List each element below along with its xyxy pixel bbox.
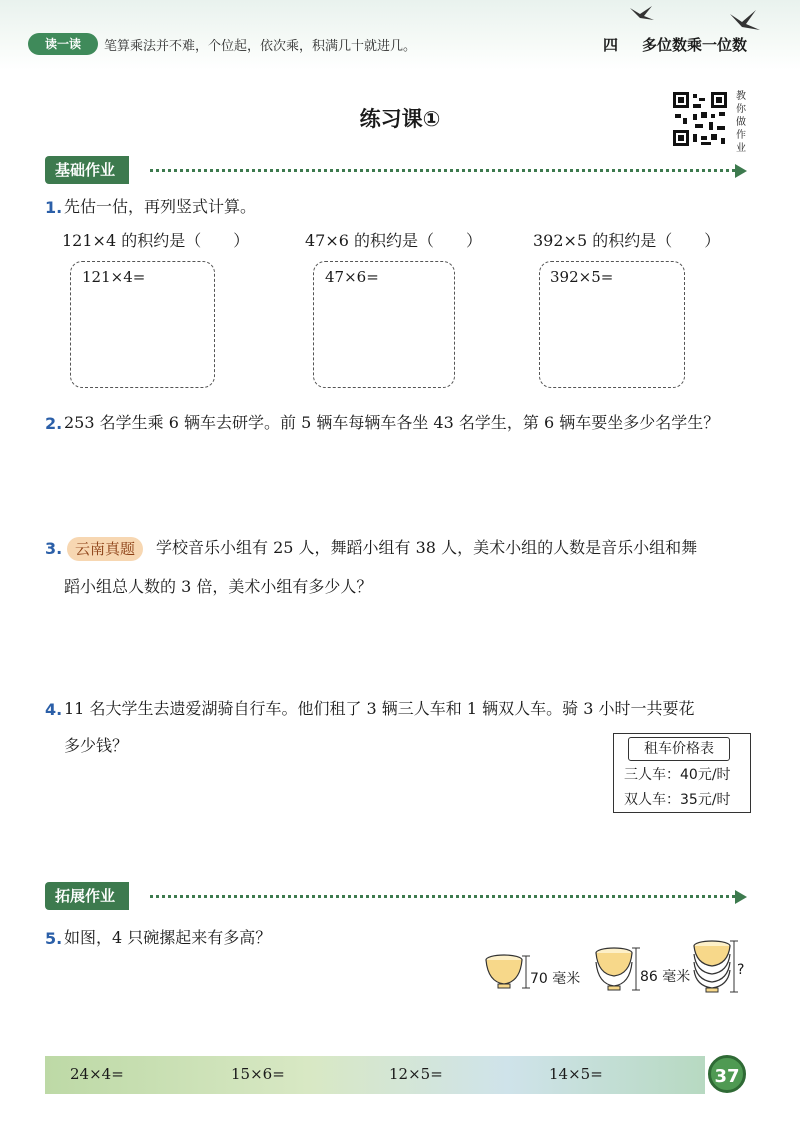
bowl-height-label: 86 毫米	[640, 969, 691, 985]
mental-calc[interactable]: 12×5=	[389, 1065, 443, 1083]
question-number: 4.	[45, 700, 63, 719]
yunnan-exam-tag: 云南真题	[67, 537, 143, 561]
estimate-blank[interactable]: 121×4 的积约是（ ）	[62, 231, 250, 250]
qr-caption-char: 教	[736, 91, 746, 102]
section-divider	[150, 169, 735, 172]
bowl-height-label: 70 毫米	[530, 971, 581, 987]
price-row: 三人车：40元/时	[624, 767, 731, 783]
mental-calc[interactable]: 15×6=	[231, 1065, 285, 1083]
question-text: 蹈小组总人数的 3 倍，美术小组有多少人？	[64, 577, 373, 596]
tip-text: 笔算乘法并不难，个位起，依次乘，积满几十就进几。	[104, 39, 417, 54]
section-basic-tag: 基础作业	[45, 156, 129, 184]
question-text: 如图，4 只碗摞起来有多高？	[64, 928, 272, 947]
mental-calc[interactable]: 14×5=	[549, 1065, 603, 1083]
box-label: 121×4=	[82, 268, 146, 286]
four-bowls-icon	[692, 938, 745, 994]
question-text: 多少钱？	[64, 736, 129, 755]
estimate-blank[interactable]: 392×5 的积约是（ ）	[533, 231, 721, 250]
question-text: 253 名学生乘 6 辆车去研学。前 5 辆车每辆车各坐 43 名学生，第 6 辆车要坐多少名学生？	[64, 413, 720, 432]
section-extend-tag: 拓展作业	[45, 882, 129, 910]
question-number: 2.	[45, 414, 63, 433]
qr-caption-char: 你	[736, 104, 746, 115]
answer-area[interactable]	[64, 770, 594, 870]
box-label: 392×5=	[550, 268, 614, 286]
estimate-blank[interactable]: 47×6 的积约是（ ）	[305, 231, 483, 250]
unit-title: 多位数乘一位数	[642, 36, 748, 54]
footer-band	[45, 1056, 705, 1094]
tip-badge: 读一读	[28, 33, 98, 55]
single-bowl-icon	[484, 950, 534, 992]
price-row: 双人车：35元/时	[624, 792, 731, 808]
qr-caption-char: 作	[736, 130, 746, 141]
page-title: 练习课①	[359, 107, 441, 131]
question-text: 先估一估，再列竖式计算。	[64, 197, 257, 216]
section-divider	[150, 895, 735, 898]
qr-caption	[736, 90, 750, 155]
mental-calc[interactable]: 24×4=	[70, 1065, 124, 1083]
unit-number: 四	[603, 36, 619, 54]
page-number: 37	[708, 1055, 746, 1093]
question-text: 学校音乐小组有 25 人，舞蹈小组有 38 人，美术小组的人数是音乐小组和舞	[156, 538, 698, 557]
two-bowls-icon	[594, 944, 644, 994]
qr-caption-char: 做	[736, 117, 746, 128]
question-number: 5.	[45, 929, 63, 948]
answer-area[interactable]	[64, 608, 754, 688]
price-table-title: 租车价格表	[628, 737, 730, 761]
box-label: 47×6=	[325, 268, 379, 286]
bowl-height-label: ?	[737, 962, 745, 978]
arrow-right-icon	[735, 164, 747, 178]
question-text: 11 名大学生去遗爱湖骑自行车。他们租了 3 辆三人车和 1 辆双人车。骑 3 小时一共要花	[64, 699, 695, 718]
question-number: 3.	[45, 539, 63, 558]
answer-area[interactable]	[64, 442, 754, 522]
qr-code-icon[interactable]	[671, 90, 729, 148]
qr-caption-char: 业	[736, 143, 746, 154]
question-number: 1.	[45, 198, 63, 217]
arrow-right-icon	[735, 890, 747, 904]
